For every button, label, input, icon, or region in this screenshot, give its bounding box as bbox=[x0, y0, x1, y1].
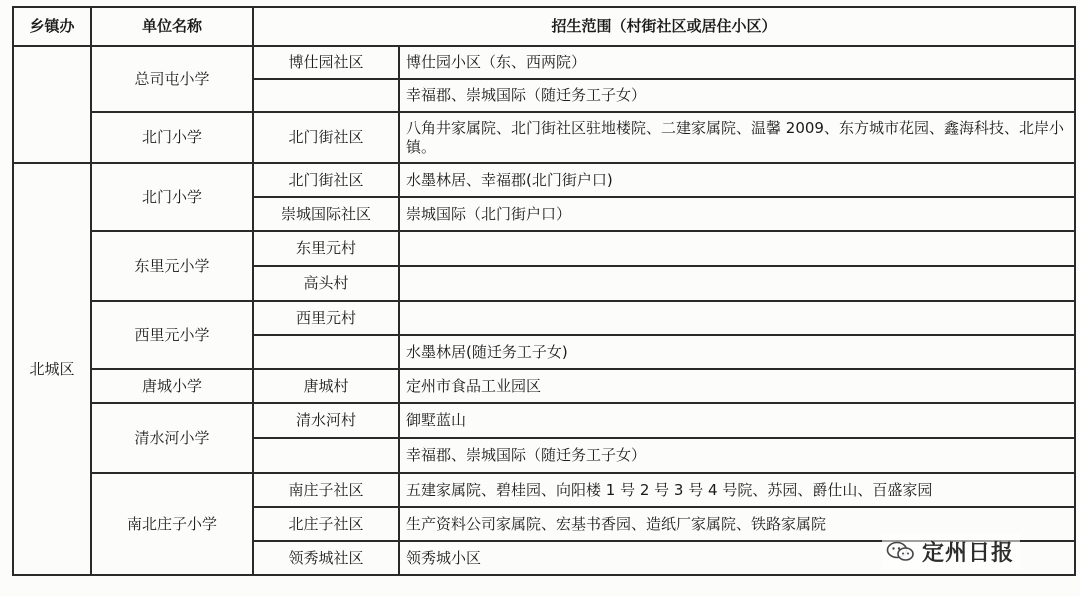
range-cell: 水墨林居(随迁务工子女) bbox=[399, 335, 1075, 369]
range-cell: 八角井家属院、北门街社区驻地楼院、二建家属院、温馨 2009、东方城市花园、鑫海科技、北岸小镇。 bbox=[399, 112, 1075, 163]
school-cell: 总司屯小学 bbox=[91, 46, 253, 112]
community-cell: 唐城村 bbox=[253, 369, 399, 403]
range-cell bbox=[399, 266, 1075, 301]
community-cell: 博仕园社区 bbox=[253, 46, 399, 79]
community-cell bbox=[253, 438, 399, 473]
school-cell: 东里元小学 bbox=[91, 231, 253, 301]
range-cell bbox=[399, 301, 1075, 335]
community-cell: 东里元村 bbox=[253, 231, 399, 266]
table-row bbox=[13, 46, 1075, 79]
range-cell: 领秀城小区 bbox=[399, 541, 1075, 575]
range-cell: 幸福郡、崇城国际（随迁务工子女） bbox=[399, 438, 1075, 473]
header-range: 招生范围（村街社区或居住小区） bbox=[253, 7, 1075, 46]
community-cell: 北门街社区 bbox=[253, 163, 399, 197]
school-cell: 北门小学 bbox=[91, 112, 253, 163]
wechat-icon bbox=[886, 540, 916, 564]
community-cell: 北庄子社区 bbox=[253, 507, 399, 541]
town-cell bbox=[13, 46, 91, 163]
range-cell: 定州市食品工业园区 bbox=[399, 369, 1075, 403]
school-cell: 西里元小学 bbox=[91, 301, 253, 369]
community-cell bbox=[253, 79, 399, 112]
table-row bbox=[13, 403, 1075, 438]
range-cell: 博仕园小区（东、西两院） bbox=[399, 46, 1075, 79]
town-cell: 北城区 bbox=[13, 163, 91, 575]
range-cell bbox=[399, 231, 1075, 266]
range-cell: 幸福郡、崇城国际（随迁务工子女） bbox=[399, 79, 1075, 112]
watermark bbox=[882, 534, 1020, 569]
header-town: 乡镇办 bbox=[13, 7, 91, 46]
range-cell: 生产资料公司家属院、宏基书香园、造纸厂家属院、铁路家属院 bbox=[399, 507, 1075, 541]
community-cell: 北门街社区 bbox=[253, 112, 399, 163]
table-row bbox=[13, 112, 1075, 163]
community-cell: 高头村 bbox=[253, 266, 399, 301]
community-cell: 南庄子社区 bbox=[253, 473, 399, 507]
school-cell: 北门小学 bbox=[91, 163, 253, 231]
range-cell: 水墨林居、幸福郡(北门街户口) bbox=[399, 163, 1075, 197]
table-row bbox=[13, 163, 1075, 197]
range-cell: 五建家属院、碧桂园、向阳楼 1 号 2 号 3 号 4 号院、苏园、爵仕山、百盛家园 bbox=[399, 473, 1075, 507]
community-cell: 领秀城社区 bbox=[253, 541, 399, 575]
header-school: 单位名称 bbox=[91, 7, 253, 46]
table-row bbox=[13, 369, 1075, 403]
school-cell: 南北庄子小学 bbox=[91, 473, 253, 575]
community-cell bbox=[253, 335, 399, 369]
school-cell: 唐城小学 bbox=[91, 369, 253, 403]
table-row bbox=[13, 473, 1075, 507]
range-cell: 崇城国际（北门街户口） bbox=[399, 197, 1075, 231]
table-row bbox=[13, 301, 1075, 335]
enrollment-table bbox=[12, 6, 1076, 576]
header-row bbox=[13, 7, 1075, 46]
watermark-text: 定州日报 bbox=[922, 541, 1015, 566]
community-cell: 西里元村 bbox=[253, 301, 399, 335]
table-row bbox=[13, 231, 1075, 266]
range-cell: 御墅蓝山 bbox=[399, 403, 1075, 438]
school-cell: 清水河小学 bbox=[91, 403, 253, 473]
community-cell: 崇城国际社区 bbox=[253, 197, 399, 231]
community-cell: 清水河村 bbox=[253, 403, 399, 438]
